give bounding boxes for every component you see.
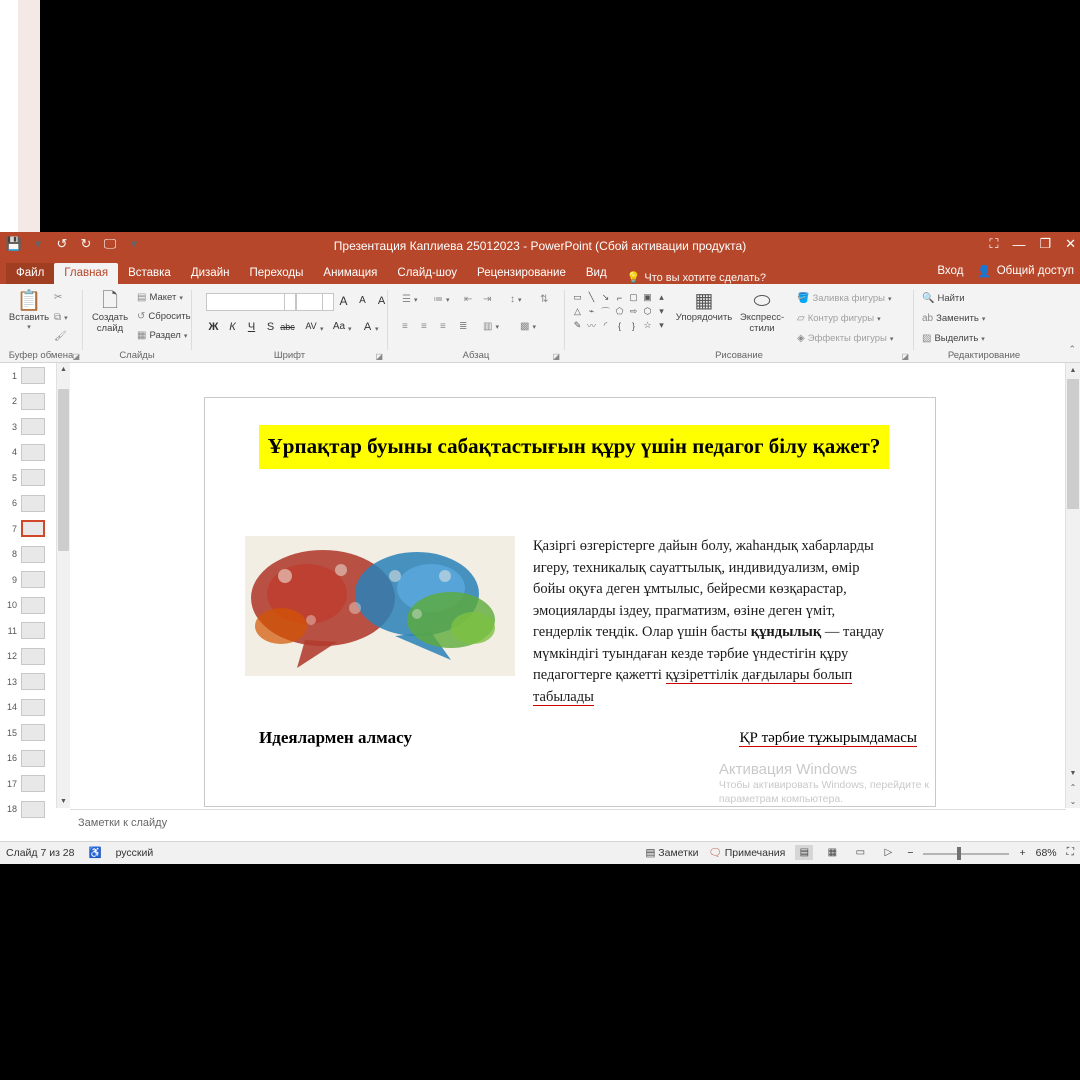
thumb-num-15: 15 bbox=[6, 727, 17, 738]
format-painter-button[interactable] bbox=[54, 331, 67, 342]
change-case-button[interactable]: Aa bbox=[332, 321, 346, 332]
thumb-num-17: 17 bbox=[6, 778, 17, 789]
thumb-mini-3[interactable] bbox=[21, 418, 45, 435]
slide-source-text[interactable] bbox=[739, 730, 917, 747]
thumb-mini-13[interactable] bbox=[21, 673, 45, 690]
font-dialog-launcher[interactable]: ◪ bbox=[375, 352, 383, 361]
layout-icon: ▤ bbox=[137, 292, 147, 303]
shape-outline-button[interactable] bbox=[797, 313, 881, 324]
thumb-num-5: 5 bbox=[11, 472, 17, 483]
thumb-mini-1[interactable] bbox=[21, 367, 45, 384]
thumb-mini-2[interactable] bbox=[21, 393, 45, 410]
start-slideshow-icon[interactable]: 🖵 bbox=[103, 235, 117, 251]
numbering-button[interactable] bbox=[433, 294, 450, 305]
undo-icon[interactable]: ↺ bbox=[56, 235, 68, 251]
ribbon bbox=[0, 284, 1080, 363]
windows-activation-watermark bbox=[719, 761, 929, 806]
slide-scroll-thumb[interactable] bbox=[1067, 379, 1079, 509]
format-painter-icon: 🖌 bbox=[54, 331, 67, 342]
align-center-icon: ≡ bbox=[421, 321, 427, 332]
shape-arrow-right[interactable]: ⇨ bbox=[629, 306, 638, 316]
thumb-num-18: 18 bbox=[6, 804, 17, 815]
thumb-num-4: 4 bbox=[11, 447, 17, 458]
tab-review[interactable]: Рецензирование bbox=[477, 267, 566, 279]
decrease-indent-icon: ⇤ bbox=[464, 294, 473, 305]
columns-button[interactable] bbox=[483, 321, 499, 332]
bullets-icon: ☰ bbox=[402, 294, 411, 305]
text-direction-icon: ⇅ bbox=[540, 294, 549, 305]
shape-effects-button[interactable] bbox=[797, 333, 893, 344]
group-label-font: Шрифт bbox=[273, 350, 306, 361]
thumb-mini-4[interactable] bbox=[21, 444, 45, 461]
layout-label: Макет bbox=[149, 292, 177, 303]
window-title: Презентация Каплиева 25012023 - PowerPoint (Сбой активации продукта) bbox=[333, 239, 747, 253]
thumb-num-9: 9 bbox=[11, 574, 17, 585]
comments-toggle-button[interactable] bbox=[708, 846, 785, 859]
replace-icon: ab bbox=[922, 313, 934, 324]
slide-thumbnail-pane[interactable] bbox=[0, 363, 71, 815]
select-label: Выделить bbox=[934, 333, 979, 344]
shape-freeform[interactable]: ✎ bbox=[573, 320, 582, 330]
section-button[interactable] bbox=[137, 330, 187, 341]
slide-counter: Слайд 7 из 28 bbox=[6, 846, 75, 859]
font-color-chevron-icon[interactable]: ▾ bbox=[375, 326, 379, 333]
italic-button[interactable]: К bbox=[229, 321, 236, 333]
shapes-gallery[interactable] bbox=[571, 291, 668, 332]
slideshow-button[interactable]: ▷ bbox=[884, 847, 893, 858]
new-slide-label: Создать слайд bbox=[91, 312, 129, 334]
font-size-input[interactable] bbox=[296, 293, 324, 311]
thumbnail-scroll-thumb[interactable] bbox=[58, 389, 69, 551]
normal-view-button[interactable]: ▤ bbox=[795, 845, 813, 860]
shape-pentagon[interactable]: ⬠ bbox=[615, 306, 624, 316]
zoom-in-button[interactable]: + bbox=[1019, 846, 1026, 859]
notes-toggle-label: Заметки bbox=[658, 846, 699, 859]
align-left-icon: ≡ bbox=[402, 321, 408, 332]
left-white-strip bbox=[0, 0, 18, 232]
thumb-mini-15[interactable] bbox=[21, 724, 45, 741]
scissors-icon: ✂ bbox=[54, 292, 63, 303]
thumb-mini-16[interactable] bbox=[21, 750, 45, 767]
columns-icon: ▥ bbox=[483, 321, 493, 332]
minimize-button[interactable]: — bbox=[1012, 236, 1026, 252]
decrease-indent-button[interactable] bbox=[464, 294, 472, 305]
ribbon-display-options-icon[interactable]: ⛶ bbox=[989, 236, 999, 251]
convert-to-smartart-button[interactable] bbox=[520, 321, 536, 332]
thumb-mini-10[interactable] bbox=[21, 597, 45, 614]
section-label: Раздел bbox=[149, 330, 181, 341]
slide-scroll-down-icon[interactable]: ▼ bbox=[1069, 769, 1077, 777]
ribbon-tabs-bar bbox=[0, 262, 1080, 284]
left-pink-strip bbox=[18, 0, 40, 232]
ribbon-group-editing bbox=[914, 284, 1054, 362]
thumb-num-8: 8 bbox=[11, 549, 17, 560]
shape-rect[interactable]: ▭ bbox=[573, 292, 582, 302]
strikethrough-button[interactable]: abc bbox=[280, 322, 295, 332]
change-case-chevron-icon[interactable]: ▾ bbox=[348, 326, 352, 333]
autosave-chevron-icon[interactable]: ▾ bbox=[34, 235, 42, 251]
group-label-drawing: Рисование bbox=[715, 350, 763, 361]
ribbon-tabs bbox=[6, 262, 766, 284]
bullets-button[interactable] bbox=[402, 294, 417, 305]
zoom-slider-track bbox=[923, 853, 1009, 855]
paragraph-dialog-launcher[interactable]: ◪ bbox=[552, 352, 560, 361]
work-area bbox=[0, 363, 1080, 841]
status-left bbox=[6, 846, 153, 859]
numbering-icon: ≔ bbox=[433, 294, 443, 305]
slide-scrollbar[interactable] bbox=[1065, 363, 1080, 808]
shape-fill-chevron-icon[interactable]: ▾ bbox=[888, 295, 892, 303]
slide-body-part2: — таңдау мүмкіндігі туындаған кезде тәрбие үндестігін құру педагогтерге қажетті bbox=[533, 624, 885, 683]
reading-view-button[interactable]: ▭ bbox=[855, 847, 866, 858]
thumb-num-13: 13 bbox=[6, 676, 17, 687]
thumb-mini-9[interactable] bbox=[21, 571, 45, 588]
sign-in-link[interactable]: Вход bbox=[937, 265, 964, 277]
ribbon-group-drawing bbox=[565, 284, 913, 362]
shape-triangle[interactable]: △ bbox=[574, 306, 581, 316]
line-spacing-icon: ↕ bbox=[510, 294, 515, 305]
next-slide-button[interactable]: ⌄ bbox=[1069, 796, 1077, 806]
shape-zigzag[interactable]: ⌁ bbox=[588, 306, 595, 316]
tab-transitions[interactable]: Переходы bbox=[249, 267, 304, 279]
shape-connector[interactable]: ⌐ bbox=[616, 292, 623, 303]
paste-chevron-icon[interactable]: ▾ bbox=[27, 324, 31, 331]
find-button[interactable] bbox=[922, 293, 965, 304]
quick-styles-label: Экспресс-стили bbox=[739, 312, 785, 334]
status-right bbox=[645, 845, 1074, 860]
language-indicator[interactable]: русский bbox=[115, 846, 154, 859]
font-name-input[interactable] bbox=[206, 293, 286, 311]
bullets-chevron-icon[interactable]: ▾ bbox=[413, 296, 418, 304]
share-label: Общий доступ bbox=[996, 265, 1074, 277]
shape-rounded-rect[interactable]: ▣ bbox=[643, 292, 652, 302]
ribbon-group-paragraph bbox=[388, 284, 564, 362]
watermark-line1: Активация Windows bbox=[718, 761, 858, 778]
layout-button[interactable] bbox=[137, 292, 183, 303]
arrange-button[interactable] bbox=[675, 290, 733, 323]
search-icon: 🔍 bbox=[922, 293, 935, 304]
thumb-num-11: 11 bbox=[7, 625, 17, 636]
tab-design[interactable]: Дизайн bbox=[190, 267, 230, 279]
select-chevron-icon[interactable]: ▾ bbox=[981, 335, 985, 343]
reset-button[interactable] bbox=[137, 311, 191, 322]
accessibility-icon[interactable]: ♿ bbox=[88, 847, 102, 859]
thumb-num-16: 16 bbox=[6, 753, 17, 764]
window-controls[interactable] bbox=[989, 236, 1076, 252]
smartart-icon: ▩ bbox=[520, 321, 530, 332]
increase-indent-icon: ⇥ bbox=[483, 294, 492, 305]
line-spacing-chevron-icon[interactable]: ▾ bbox=[518, 296, 522, 304]
notes-placeholder: Заметки к слайду bbox=[78, 817, 168, 829]
align-right-button[interactable] bbox=[440, 321, 446, 332]
previous-slide-button[interactable]: ⌃ bbox=[1069, 782, 1077, 792]
tab-file[interactable]: Файл bbox=[6, 263, 54, 284]
slide-body-part1: Қазіргі өзгерістерге дайын болу, жаһандық хабарларды игеру, техникалық сауаттылық, индивидуализм, өмір бойы оқуға деген ұмтылыс, бейресми көзқарастар, эмоцияларды іздеу, прагматизм, өзіне деген үміт, гендерлік теңдік. Олар үшін басты bbox=[533, 538, 874, 640]
zoom-out-button[interactable]: − bbox=[907, 846, 914, 859]
thumb-mini-17[interactable] bbox=[21, 775, 45, 792]
zoom-slider-knob[interactable] bbox=[957, 847, 961, 860]
select-button[interactable] bbox=[922, 333, 985, 344]
paste-button[interactable] bbox=[6, 290, 52, 331]
thumb-num-14: 14 bbox=[6, 702, 17, 713]
numbering-chevron-icon[interactable]: ▾ bbox=[446, 296, 450, 304]
slide-image-speech-bubbles[interactable] bbox=[245, 536, 515, 676]
shapes-scroll-up-icon[interactable]: ▴ bbox=[659, 292, 664, 302]
thumb-mini-6[interactable] bbox=[21, 495, 45, 512]
notes-icon: ▤ bbox=[645, 846, 656, 859]
shape-effects-chevron-icon[interactable]: ▾ bbox=[889, 335, 894, 343]
increase-indent-button[interactable] bbox=[483, 294, 491, 305]
slide-canvas[interactable] bbox=[204, 397, 936, 807]
person-icon: 👤 bbox=[977, 266, 992, 278]
thumb-num-7: 7 bbox=[11, 523, 17, 534]
copy-chevron-icon[interactable]: ▾ bbox=[64, 314, 68, 322]
tab-home[interactable]: Главная bbox=[54, 263, 118, 284]
line-spacing-button[interactable] bbox=[510, 294, 522, 305]
tab-insert[interactable]: Вставка bbox=[128, 267, 171, 279]
paste-icon: 📋 bbox=[16, 290, 42, 312]
comments-icon: 🗨 bbox=[708, 847, 722, 859]
tab-slideshow[interactable]: Слайд-шоу bbox=[397, 267, 458, 279]
watermark-line2: Чтобы активировать Windows, перейдите к bbox=[718, 779, 929, 791]
thumbnail-scrollbar[interactable] bbox=[56, 363, 70, 808]
arrange-icon: ▦ bbox=[694, 290, 714, 312]
bold-button[interactable]: Ж bbox=[208, 321, 219, 333]
align-center-button[interactable] bbox=[421, 321, 427, 332]
drawing-dialog-launcher[interactable]: ◪ bbox=[901, 352, 909, 361]
shape-brace-left[interactable]: { bbox=[617, 320, 621, 331]
title-bar bbox=[0, 232, 1080, 262]
lightbulb-icon: 💡 bbox=[626, 272, 641, 284]
thumb-num-10: 10 bbox=[6, 600, 17, 611]
slide-scroll-up-icon[interactable]: ▲ bbox=[1069, 366, 1077, 374]
share-button[interactable] bbox=[977, 264, 1074, 278]
tell-me-box[interactable] bbox=[617, 271, 766, 284]
thumb-mini-12[interactable] bbox=[21, 648, 45, 665]
thumb-num-2: 2 bbox=[11, 396, 17, 407]
comments-toggle-label: Примечания bbox=[724, 847, 786, 859]
shape-fill-label: Заливка фигуры bbox=[812, 293, 886, 304]
speech-bubbles-icon bbox=[245, 536, 515, 676]
shape-outline-icon: ▱ bbox=[797, 313, 805, 324]
thumb-mini-7[interactable] bbox=[21, 520, 45, 537]
section-icon: ▦ bbox=[137, 330, 147, 341]
thumb-mini-11[interactable] bbox=[21, 622, 45, 639]
thumb-num-12: 12 bbox=[6, 651, 17, 662]
character-spacing-chevron-icon[interactable]: ▾ bbox=[320, 326, 324, 333]
shape-fill-icon: 🪣 bbox=[797, 293, 810, 304]
group-label-paragraph: Абзац bbox=[462, 350, 490, 361]
slide-editing-area bbox=[70, 363, 1080, 808]
thumb-mini-5[interactable] bbox=[21, 469, 45, 486]
ribbon-group-font bbox=[192, 284, 387, 362]
text-shadow-button[interactable]: S bbox=[266, 321, 275, 333]
close-button[interactable]: ✕ bbox=[1065, 236, 1076, 251]
zoom-slider[interactable] bbox=[923, 847, 1009, 859]
quick-styles-button[interactable] bbox=[737, 290, 787, 334]
tab-animations[interactable]: Анимация bbox=[323, 267, 378, 279]
slide-title-textbox[interactable]: Ұрпақтар буыны сабақтастығын құру үшін педагог білу қажет? bbox=[259, 425, 889, 469]
shape-rectangle2[interactable]: ▢ bbox=[629, 292, 638, 302]
shape-arrow[interactable]: ↘ bbox=[601, 292, 610, 302]
redo-icon[interactable]: ↻ bbox=[80, 235, 92, 251]
new-slide-button[interactable] bbox=[87, 290, 133, 334]
arrange-label: Упорядочить bbox=[675, 312, 733, 323]
text-direction-button[interactable] bbox=[540, 294, 548, 305]
slide-sorter-button[interactable]: ▦ bbox=[827, 847, 838, 858]
slide-body-textbox[interactable] bbox=[533, 536, 893, 708]
customize-qat-icon[interactable]: ▾ bbox=[130, 235, 138, 251]
tab-view[interactable]: Вид bbox=[585, 267, 607, 279]
copy-icon: ⧉ bbox=[54, 312, 62, 323]
group-label-slides: Слайды bbox=[119, 350, 155, 361]
layout-chevron-icon[interactable]: ▾ bbox=[179, 294, 183, 302]
fit-to-window-icon[interactable]: ⛶ bbox=[1066, 846, 1074, 858]
shape-effects-label: Эффекты фигуры bbox=[807, 333, 887, 344]
powerpoint-window bbox=[0, 232, 1080, 859]
status-bar bbox=[0, 841, 1080, 864]
slide-body-bold: құндылық bbox=[750, 624, 822, 640]
smartart-chevron-icon[interactable]: ▾ bbox=[532, 323, 536, 331]
justify-button[interactable] bbox=[459, 321, 467, 332]
notes-toggle-button[interactable] bbox=[645, 847, 698, 859]
shape-brace-right[interactable]: } bbox=[631, 320, 635, 331]
clear-formatting-button[interactable]: A bbox=[377, 295, 386, 307]
align-right-icon: ≡ bbox=[440, 321, 446, 332]
select-icon: ▨ bbox=[922, 333, 932, 344]
watermark-line3: параметрам компьютера. bbox=[718, 793, 844, 805]
shape-curve[interactable]: ⌒ bbox=[600, 307, 610, 317]
replace-label: Заменить bbox=[936, 313, 979, 324]
shape-fill-button[interactable] bbox=[797, 293, 892, 304]
shape-outline-label: Контур фигуры bbox=[807, 313, 875, 324]
thumb-num-1: 1 bbox=[11, 370, 17, 381]
font-size-chevron-icon[interactable] bbox=[322, 293, 334, 311]
replace-button[interactable] bbox=[922, 313, 985, 324]
align-left-button[interactable] bbox=[402, 321, 408, 332]
shape-arc[interactable]: ◜ bbox=[603, 320, 608, 330]
group-label-clipboard: Буфер обмена bbox=[8, 350, 74, 361]
thumbnail-scroll-up-icon[interactable]: ▲ bbox=[57, 363, 70, 376]
ribbon-group-slides bbox=[83, 284, 191, 362]
character-spacing-button[interactable]: AV bbox=[305, 321, 317, 331]
notes-pane[interactable] bbox=[70, 809, 1066, 841]
find-label: Найти bbox=[937, 293, 965, 304]
thumbnail-scroll-down-icon[interactable]: ▼ bbox=[57, 795, 70, 808]
font-color-button[interactable]: A bbox=[363, 321, 372, 333]
cut-button[interactable] bbox=[54, 292, 62, 303]
underline-button[interactable]: Ч bbox=[247, 321, 256, 333]
shape-line[interactable]: ╲ bbox=[588, 292, 595, 302]
shapes-scroll-down-icon[interactable]: ▾ bbox=[659, 306, 664, 316]
slide-source-label: ҚР тәрбие тұжырымдамасы bbox=[739, 730, 917, 746]
quick-styles-icon: ⬭ bbox=[753, 290, 771, 312]
collapse-ribbon-icon[interactable]: ⌃ bbox=[1068, 344, 1076, 354]
reset-label: Сбросить bbox=[148, 311, 191, 322]
zoom-level-label[interactable]: 68% bbox=[1035, 846, 1057, 859]
paste-label: Вставить bbox=[8, 312, 50, 323]
group-label-editing: Редактирование bbox=[947, 350, 1021, 361]
decrease-font-size-button[interactable]: A bbox=[359, 295, 366, 306]
new-slide-icon: 🗋 bbox=[101, 290, 119, 312]
reset-icon: ↺ bbox=[137, 311, 146, 322]
shape-hexagon[interactable]: ⬡ bbox=[643, 306, 652, 316]
copy-button[interactable] bbox=[54, 312, 68, 323]
slide-label-text[interactable]: Идеялармен алмасу bbox=[259, 728, 412, 747]
replace-chevron-icon[interactable]: ▾ bbox=[981, 315, 986, 323]
shape-star[interactable]: ☆ bbox=[643, 320, 652, 330]
thumb-num-3: 3 bbox=[11, 421, 17, 432]
thumb-mini-18[interactable] bbox=[21, 801, 45, 818]
shape-outline-chevron-icon[interactable]: ▾ bbox=[877, 315, 881, 323]
shape-scribble[interactable]: 〰 bbox=[586, 321, 596, 331]
clipboard-dialog-launcher[interactable]: ◪ bbox=[72, 352, 80, 361]
thumb-mini-14[interactable] bbox=[21, 699, 45, 716]
thumb-num-6: 6 bbox=[11, 498, 17, 509]
ribbon-group-clipboard bbox=[0, 284, 82, 362]
account-area bbox=[937, 264, 1074, 278]
thumb-mini-8[interactable] bbox=[21, 546, 45, 563]
shape-effects-icon: ◈ bbox=[797, 333, 805, 344]
restore-button[interactable]: ❐ bbox=[1039, 236, 1052, 251]
justify-icon: ≣ bbox=[459, 321, 468, 332]
tell-me-label: Что вы хотите сделать? bbox=[644, 271, 766, 284]
save-icon[interactable]: 💾 bbox=[5, 235, 23, 251]
increase-font-size-button[interactable]: A bbox=[339, 294, 348, 308]
font-name-chevron-icon[interactable] bbox=[284, 293, 296, 311]
columns-chevron-icon[interactable]: ▾ bbox=[495, 323, 499, 331]
shapes-more-icon[interactable]: ▾ bbox=[659, 320, 664, 330]
slide-body-underlined: құзіреттілік дағдылары болып табылады bbox=[533, 667, 853, 705]
section-chevron-icon[interactable]: ▾ bbox=[183, 332, 188, 340]
